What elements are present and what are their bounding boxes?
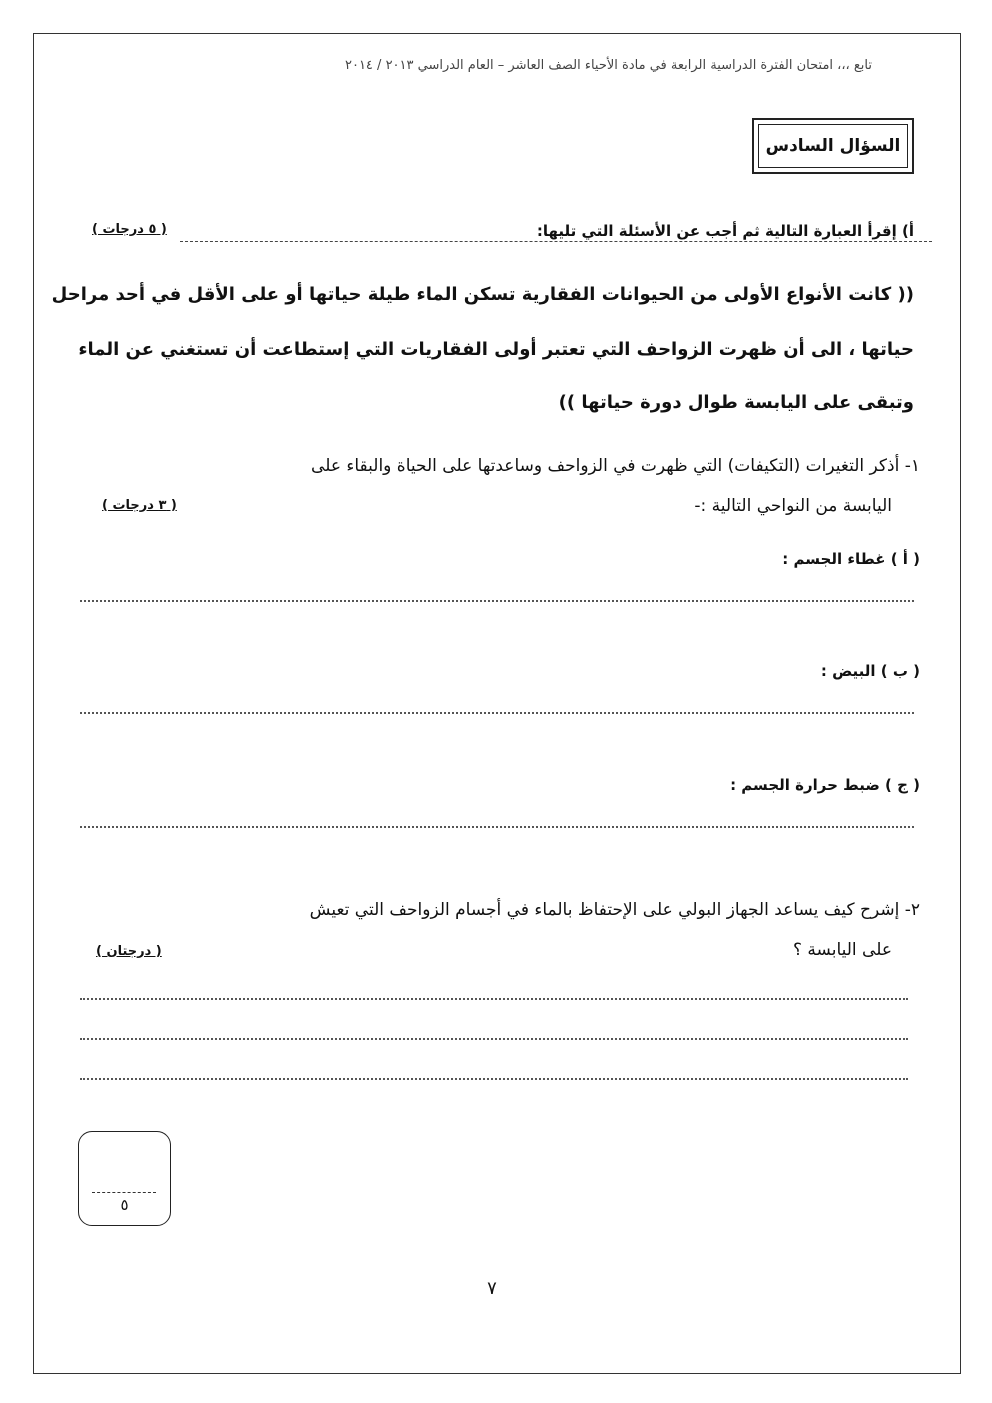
answer-line[interactable] xyxy=(80,1078,908,1080)
question-2-text-line-1: ٢- إشرح كيف يساعد الجهاز البولي على الإحتفاظ بالماء في أجسام الزواحف التي تعيش xyxy=(309,900,920,920)
answer-line[interactable] xyxy=(80,1038,908,1040)
exam-header: تابع ،،، امتحان الفترة الدراسية الرابعة في مادة الأحياء الصف العاشر – العام الدراسي ٢٠١٣ / ٢٠١٤ xyxy=(344,58,872,73)
page-number: ٧ xyxy=(487,1278,497,1299)
answer-line[interactable] xyxy=(80,712,914,714)
question-1-sub-c-label: ( ج ) ضبط حرارة الجسم : xyxy=(730,776,920,794)
answer-line[interactable] xyxy=(80,600,914,602)
answer-line[interactable] xyxy=(80,826,914,828)
question-1-marks: ( ٣ درجات ) xyxy=(102,498,177,513)
answer-line[interactable] xyxy=(80,998,908,1000)
section-title-box xyxy=(752,118,914,174)
question-1-text-line-1: ١- أذكر التغيرات (التكيفات) التي ظهرت في الزواحف وساعدتها على الحياة والبقاء على xyxy=(311,456,920,476)
passage-line-3: وتبقى على اليابسة طوال دورة حياتها )) xyxy=(558,392,914,413)
part-a-instruction: أ) إقرأ العبارة التالية ثم أجب عن الأسئلة التي تليها: xyxy=(536,222,914,240)
question-1-sub-a-label: ( أ ) غطاء الجسم : xyxy=(782,550,920,568)
section-title: السؤال السادس xyxy=(758,124,908,168)
question-1-text-line-2: اليابسة من النواحي التالية :- xyxy=(694,496,892,516)
passage-line-1: (( كانت الأنواع الأولى من الحيوانات الفقارية تسكن الماء طيلة حياتها أو على الأقل في أحد مراحل xyxy=(51,284,914,305)
score-divider xyxy=(92,1192,156,1193)
passage-line-2: حياتها ، الى أن ظهرت الزواحف التي تعتبر أولى الفقاريات التي إستطاعت أن تستغني عن الماء xyxy=(78,339,914,360)
question-2-text-line-2: على اليابسة ؟ xyxy=(793,940,892,960)
question-1-sub-b-label: ( ب ) البيض : xyxy=(820,662,920,680)
score-total: ٥ xyxy=(120,1196,129,1214)
question-2-marks: ( درجتان ) xyxy=(96,944,162,959)
part-a-underline xyxy=(180,241,932,242)
part-a-marks: ( ٥ درجات ) xyxy=(92,222,167,237)
